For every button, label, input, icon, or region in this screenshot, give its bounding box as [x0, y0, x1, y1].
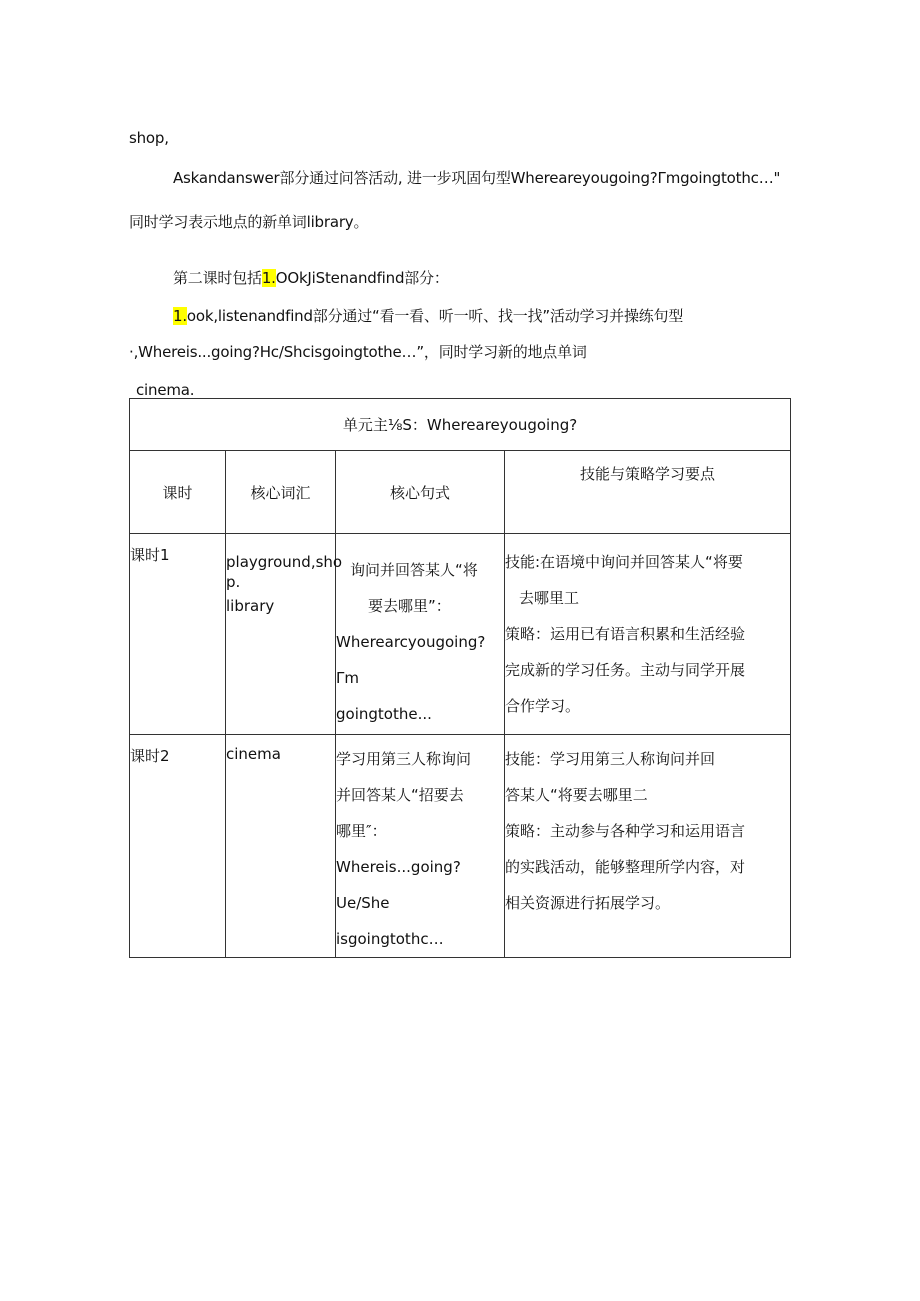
text-line-look-listen [173, 306, 683, 326]
unit-table [129, 398, 791, 958]
table-row [130, 534, 791, 735]
cell-skills [505, 735, 791, 958]
cell-sentence [336, 534, 505, 735]
sentence-line: 询问并回答某人“将 [350, 561, 478, 579]
text-line-lesson-two [173, 268, 449, 288]
cell-lesson: 课时1 [130, 534, 226, 735]
skills-line: 策略：运用已有语言积累和生活经验 [505, 625, 746, 643]
highlight-number-2: 1. [173, 307, 187, 325]
skills-line: 去哪里工 [519, 589, 580, 607]
sentence-line: 学习用第三人称询问 [336, 750, 472, 768]
skills-line: 答某人“将要去哪里二 [505, 786, 648, 804]
lesson-two-prefix: 第二课时包括 [173, 269, 262, 287]
skills-line: 技能:在语境中询问并回答某人“将要 [505, 553, 743, 571]
cell-skills [505, 534, 791, 735]
sentence-line: isgoingtothc… [336, 930, 444, 948]
skills-line: 相关资源进行拓展学习。 [505, 894, 671, 912]
skills-line: 技能：学习用第三人称询问并回 [505, 750, 716, 768]
header-skills: 技能与策略学习要点 [505, 451, 791, 534]
header-sentence: 核心句式 [336, 451, 505, 534]
vocab-line: playground,sho [226, 553, 343, 571]
sentence-line: Wherearcyougoing?Γm [336, 633, 486, 687]
skills-line: 的实践活动，能够整理所学内容，对 [505, 858, 746, 876]
sentence-line: goingtothe... [336, 705, 432, 723]
sentence-line: 哪里″： [336, 822, 387, 840]
highlight-number: 1. [261, 269, 276, 287]
cell-sentence [336, 735, 505, 958]
cell-lesson: 课时2 [130, 735, 226, 958]
sentence-line: Whereis...going?Ue/She [336, 858, 461, 912]
header-lesson: 课时 [130, 451, 226, 534]
skills-line: 合作学习。 [505, 697, 581, 715]
look-listen-text: ook,listenandfind部分通过“看一看、听一听、找一找”活动学习并操练句型 [186, 307, 684, 325]
vocab-line: library [226, 597, 275, 615]
cell-vocab [226, 534, 343, 735]
text-line-cinema: cinema. [136, 381, 195, 399]
vocab-line: cinema [226, 745, 281, 763]
lesson-two-suffix: OOkJiStenandfind部分： [275, 269, 449, 287]
table-row [130, 735, 791, 958]
text-line-whereis: ·,Whereis...going?Hc/Shcisgoingtothe…”，同时学习新的地点单词 [129, 343, 587, 361]
skills-line: 策略：主动参与各种学习和运用语言 [505, 822, 746, 840]
sentence-line: 并回答某人“招要去 [336, 786, 464, 804]
sentence-line: 要去哪里”： [368, 597, 451, 615]
table-title: 单元主⅛S：Whereareyougoing? [130, 399, 791, 451]
cell-vocab [226, 735, 336, 958]
vocab-line: p. [226, 573, 241, 591]
header-vocab: 核心词汇 [226, 451, 336, 534]
text-line-ask-and-answer: Askandanswer部分通过问答活动, 进一步巩固句型Whereareyougoing?Γmgoingtothc…" [173, 169, 781, 187]
text-line-shop: shop, [129, 129, 169, 147]
skills-line: 完成新的学习任务。主动与同学开展 [505, 661, 746, 679]
text-line-library: 同时学习表示地点的新单词library。 [129, 213, 369, 231]
